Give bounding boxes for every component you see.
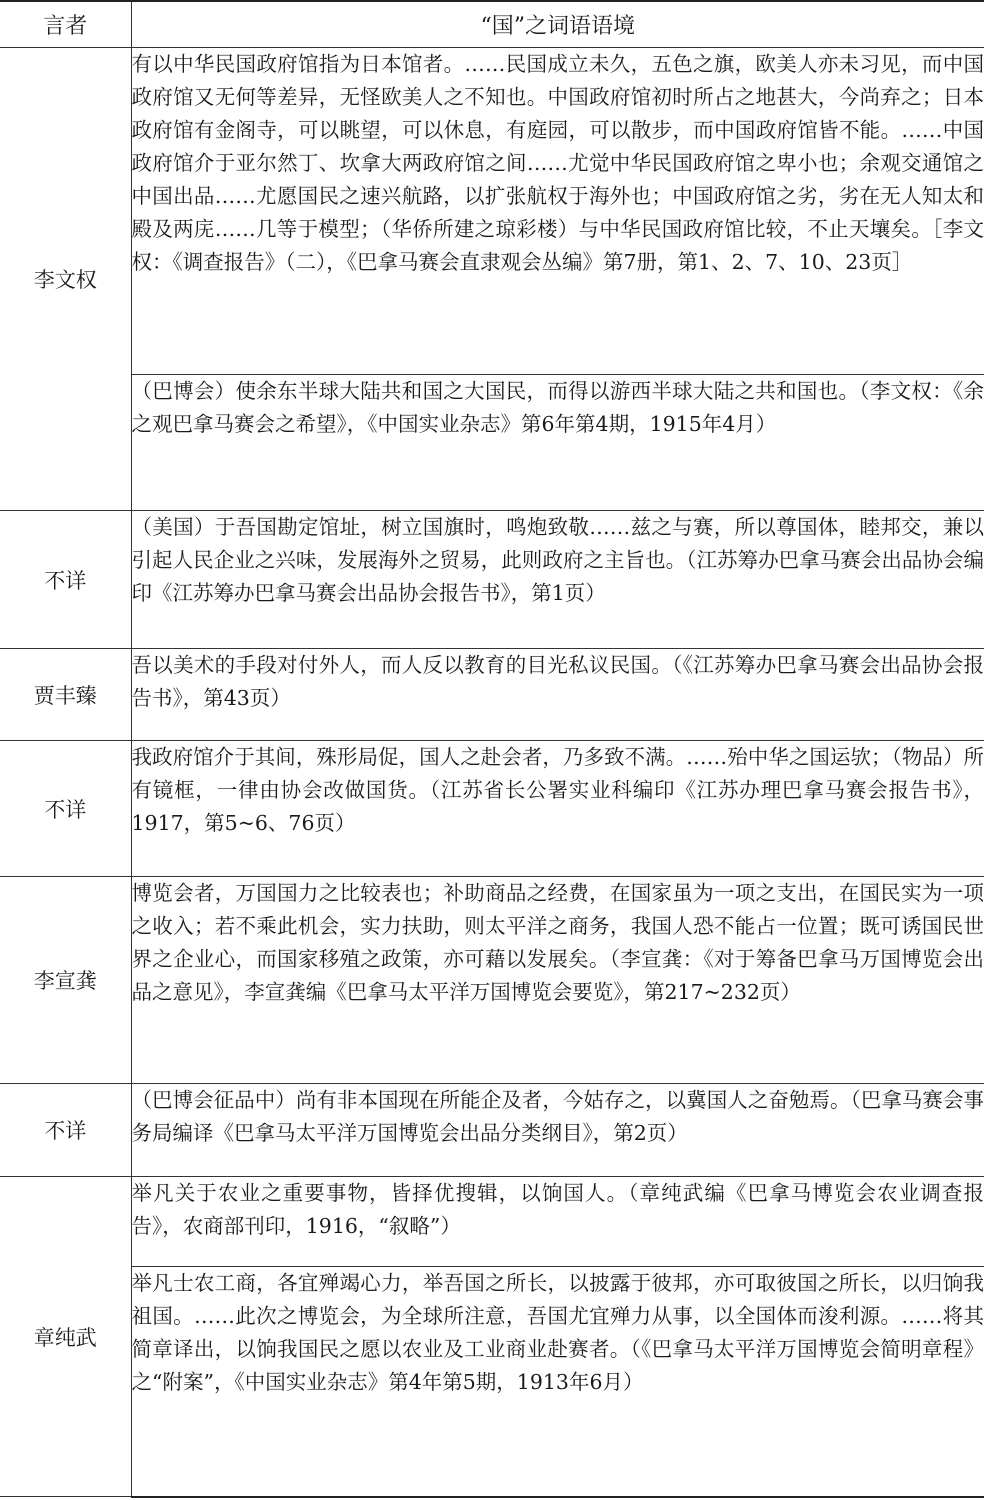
- table-row: [0, 1084, 984, 1177]
- table-row: [0, 511, 984, 649]
- speaker-cell: 李宣龚: [0, 877, 131, 1084]
- speaker-cell: 不详: [0, 1084, 131, 1177]
- table-row: [0, 1177, 984, 1267]
- quote-cell: 博览会者，万国国力之比较表也；补助商品之经费，在国家虽为一项之支出，在国民实为一项之收入；若不乘此机会，实力扶助，则太平洋之商务，我国人恐不能占一位置；既可诱国民世界之企业心，而国家移殖之政策，亦可藉以发展矣。（李宣龚：《对于筹备巴拿马万国博览会出品之意见》，李宣龚编《巴拿马太平洋万国博览会要览》，第217~232页）: [131, 877, 984, 1084]
- quote-cell: 举凡关于农业之重要事物，皆择优搜辑，以饷国人。（章纯武编《巴拿马博览会农业调查报告》，农商部刊印，1916，“叙略”）: [131, 1177, 984, 1267]
- quote-cell: 有以中华民国政府馆指为日本馆者。……民国成立未久，五色之旗，欧美人亦未习见，而中国政府馆又无何等差异，无怪欧美人之不知也。中国政府馆初时所占之地甚大，今尚弃之；日本政府馆有金阁寺，可以眺望，可以休息，有庭园，可以散步，而中国政府馆皆不能。……中国政府馆介于亚尔然丁、坎拿大两政府馆之间……尤觉中华民国政府馆之卑小也；余观交通馆之中国出品……尤愿国民之速兴航路，以扩张航权于海外也；中国政府馆之劣，劣在无人知太和殿及两庑……几等于模型；（华侨所建之琼彩楼）与中华民国政府馆比较，不止天壤矣。［李文权：《调查报告》（二），《巴拿马赛会直隶观会丛编》第7册，第1、2、7、10、23页］: [131, 48, 984, 375]
- quote-cell: （巴博会）使余东半球大陆共和国之大国民，而得以游西半球大陆之共和国也。（李文权：《余之观巴拿马赛会之希望》，《中国实业杂志》第6年第4期，1915年4月）: [131, 375, 984, 511]
- quote-cell: （美国）于吾国勘定馆址，树立国旗时，鸣炮致敬……兹之与赛，所以尊国体，睦邦交，兼以引起人民企业之兴味，发展海外之贸易，此则政府之主旨也。（江苏筹办巴拿马赛会出品协会编印《江苏筹办巴拿马赛会出品协会报告书》，第1页）: [131, 511, 984, 649]
- speaker-cell: 不详: [0, 741, 131, 877]
- header-context: “国”之词语语境: [131, 1, 984, 48]
- quote-cell: 吾以美术的手段对付外人，而人反以教育的目光私议民国。（《江苏筹办巴拿马赛会出品协会报告书》，第43页）: [131, 649, 984, 741]
- quote-cell: 我政府馆介于其间，殊形局促，国人之赴会者，乃多致不满。……殆中华之国运欤；（物品）所有镜框，一律由协会改做国货。（江苏省长公署实业科编印《江苏办理巴拿马赛会报告书》，1917，第5~6、76页）: [131, 741, 984, 877]
- table-row: [0, 741, 984, 877]
- header-speaker: 言者: [0, 1, 131, 48]
- quote-cell: 举凡士农工商，各宜殚竭心力，举吾国之所长，以披露于彼邦，亦可取彼国之所长，以归饷我祖国。……此次之博览会，为全球所注意，吾国尤宜殚力从事，以全国体而浚利源。……将其简章译出，以饷我国民之愿以农业及工业商业赴赛者。（《巴拿马太平洋万国博览会简明章程》之“附案”，《中国实业杂志》第4年第5期，1913年6月）: [131, 1267, 984, 1497]
- table-row: [0, 375, 984, 511]
- quote-cell: （巴博会征品中）尚有非本国现在所能企及者，今姑存之，以冀国人之奋勉焉。（巴拿马赛会事务局编译《巴拿马太平洋万国博览会出品分类纲目》，第2页）: [131, 1084, 984, 1177]
- table-row: [0, 649, 984, 741]
- speaker-cell: 不详: [0, 511, 131, 649]
- table-row: [0, 1267, 984, 1497]
- speaker-cell: 贾丰臻: [0, 649, 131, 741]
- speaker-cell: 章纯武: [0, 1177, 131, 1497]
- table-row: [0, 48, 984, 375]
- speaker-cell: 李文权: [0, 48, 131, 511]
- header-row: [0, 1, 984, 48]
- table-row: [0, 877, 984, 1084]
